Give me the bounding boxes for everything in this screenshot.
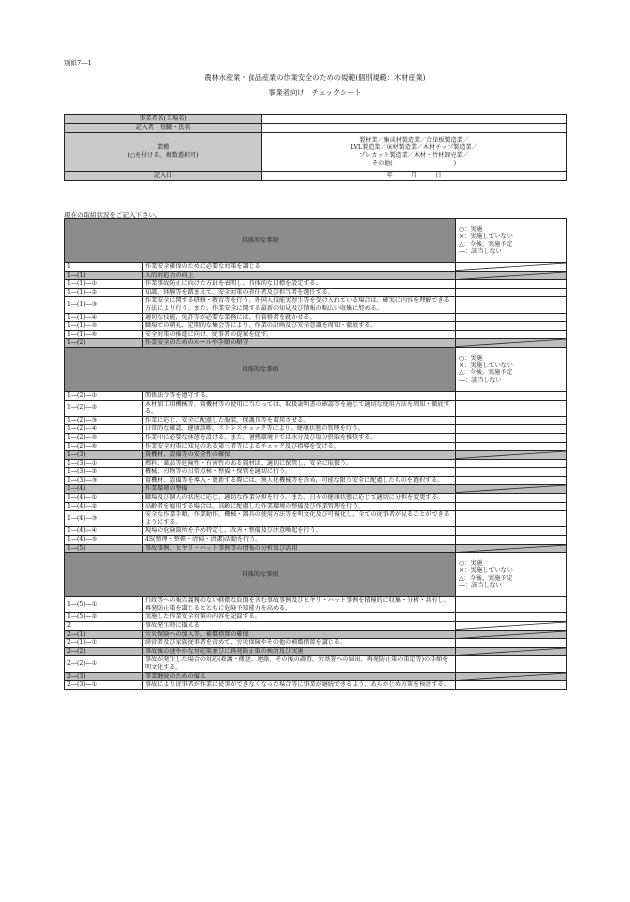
industry-option-line: 製材業／集成材製造業／合単板製造業／ [359,136,469,144]
checklist-item-row [65,416,567,425]
item-number: 1―(2)―③ [65,416,143,425]
item-text: 事故事例、ヒヤリ・ハット事例等の情報の分析及び活用 [143,544,456,553]
info-table [64,114,567,181]
document-id: 別紙7―1 [64,59,92,67]
item-text: 作業安全に関する研修・教育等を行う。外国人技能実習生等を受け入れている場合は、確実に内容を理解できる方法により行う。また、作業安全に関する最新の知見及び情報の幅広い収集に努める。 [143,297,456,313]
legend-item: ―：該当しない [459,582,502,590]
section-slash-cell [456,263,567,272]
item-text: 知識、経験等を踏まえて、安全対策の責任者及び担当者を選任する。 [143,288,456,297]
legend-item: ○：実施 [459,354,483,362]
industry-label-line: 業種 [156,144,170,152]
checklist-item-row [65,468,567,477]
checklist-item-row [65,476,567,485]
item-text: 事故後の速やかな対応策並びに再発防止策の検討及び実施 [143,647,456,656]
header-label: 具体的な事項 [65,219,456,263]
section-slash-cell [456,647,567,656]
company-field[interactable] [262,115,567,124]
status-legend [456,553,567,597]
item-text: 人的対応力の向上 [143,271,456,280]
item-text: 4S(整理・整頓・清掃・清潔)活動を行う。 [143,536,456,545]
checklist-header-row [65,219,567,263]
date-label: 記入日 [65,172,262,181]
item-number: 1―(3)―② [65,468,143,477]
checklist-section-row [65,271,567,280]
item-number: 2―(3) [65,672,143,681]
item-number: 1―(2)―② [65,400,143,416]
item-number: 1―(2)―① [65,391,143,400]
status-check-cell[interactable] [456,391,567,400]
checklist-item-row [65,536,567,545]
checklist-item-row [65,297,567,313]
status-check-cell[interactable] [456,433,567,442]
item-text: 現場の危険箇所を予め特定し、改善・整備及び注意喚起を行う。 [143,527,456,536]
item-text: 作業環境の整備 [143,485,456,494]
legend-item: ○：実施 [459,225,483,233]
checklist-section-row [65,485,567,494]
item-text: 安全な作業手順、作業動作、機械・器具の使用方法等を明文化及び可視化し、全ての従事者が見ることができるようにする。 [143,511,456,527]
status-check-cell[interactable] [456,502,567,511]
checklist-item-row [65,391,567,400]
status-legend [456,219,567,263]
checklist-item-row [65,613,567,622]
status-check-cell[interactable] [456,330,567,339]
checklist-section-row [65,647,567,656]
checklist-item-row [65,527,567,536]
item-text: 木材加工用機械等、資機材等の使用に当たっては、取扱説明書の確認等を通じて適切な使用方法を周知・徹底する。 [143,400,456,416]
status-check-cell[interactable] [456,639,567,648]
item-text: 関係法令等を遵守する。 [143,391,456,400]
legend-item: ×：実施していない [459,233,513,241]
item-number: 1―(3) [65,451,143,460]
industry-options[interactable] [262,133,567,172]
item-number: 1―(5) [65,544,143,553]
checklist-item-row [65,459,567,468]
item-text: 作業安全対策に知見のある第三者等によるチェック及び指導を受ける。 [143,442,456,451]
section-slash-cell [456,672,567,681]
item-number: 2―(1)―① [65,639,143,648]
status-check-cell[interactable] [456,442,567,451]
status-check-cell[interactable] [456,400,567,416]
industry-option-line: プレカット製造業／木材・竹材卸売業／ [359,152,469,159]
legend-item: △：今後、実施予定 [459,240,513,248]
not-applicable-slash [456,485,566,493]
item-number: 1―(4)―④ [65,527,143,536]
item-text: 作業中に必要な休憩を設ける。また、暑熱環境下では水分及び塩分摂取を推奨する。 [143,433,456,442]
section-slash-cell [456,630,567,639]
company-label: 事業者名(工場名) [65,115,262,124]
status-check-cell[interactable] [456,494,567,503]
item-text: 実施した作業安全対策の内容を記録する。 [143,613,456,622]
industry-label-note: (○を付ける。複数選択可) [127,152,199,159]
status-check-cell[interactable] [456,416,567,425]
not-applicable-slash [456,545,566,553]
item-number: 1 [65,263,143,272]
item-text: 経営者及び家族従事者を含めて、労災保険やその他の補償措置を講じる。 [143,639,456,648]
status-check-cell[interactable] [456,681,567,690]
legend-item: △：今後、実施予定 [459,369,513,377]
not-applicable-slash [456,263,566,271]
item-number: 1―(4)―① [65,494,143,503]
checklist-item-row [65,330,567,339]
not-applicable-slash [456,339,566,347]
not-applicable-slash [456,451,566,459]
item-number: 2―(3)―① [65,681,143,690]
legend-item: ×：実施していない [459,567,513,575]
item-number: 1―(1) [65,271,143,280]
item-number: 2―(2) [65,647,143,656]
status-check-cell[interactable] [456,322,567,331]
section-slash-cell [456,451,567,460]
item-text: 行政等への報告義務のない軽微な負傷を含む事故事例及びヒヤリ・ハット事例を積極的に収集・分析・共有し、再発防止策を講じるとともに危険予知能力を高める。 [143,597,456,613]
not-applicable-slash [456,648,566,656]
checklist-item-row [65,502,567,511]
checklist-item-row [65,494,567,503]
status-check-cell[interactable] [456,527,567,536]
item-number: 2 [65,622,143,631]
status-check-cell[interactable] [456,459,567,468]
checklist-section-row [65,672,567,681]
item-number: 1―(3)―① [65,459,143,468]
checklist-header-row [65,347,567,391]
item-text: 作業安全のためのルールや手順の順守 [143,339,456,348]
item-number: 1―(1)―③ [65,297,143,313]
item-text: 労災保険への加入等、補償措置の確保 [143,630,456,639]
industry-option-line: LVL製造業／床材製造業／木材チップ製造業／ [350,144,478,152]
document-subtitle: 事業者向け チェックシート [268,88,362,97]
checklist-item-row [65,442,567,451]
item-text: 職場での朝礼、定期的な集会等により、作業の計画及び安全意識を周知・徹底する。 [143,322,456,331]
legend-item: ×：実施していない [459,362,513,370]
checklist-item-row [65,425,567,434]
item-text: 事故により従事者が作業に従事ができなくなった場合等に事業が継続できるよう、あらかじめ方策を検討する。 [143,681,456,690]
status-check-cell[interactable] [456,468,567,477]
item-number: 1―(2) [65,339,143,348]
item-number: 1―(1)―④ [65,313,143,322]
header-label: 具体的な事項 [65,347,456,391]
writer-label: 記入者 役職・氏名 [65,124,262,133]
legend-item: △：今後、実施予定 [459,574,513,582]
item-text: 高齢者を雇用する場合は、高齢に配慮した作業環境の整備及び作業管理を行う。 [143,502,456,511]
item-number: 1―(3)―③ [65,476,143,485]
section-slash-cell [456,485,567,494]
status-legend [456,347,567,391]
checklist-header-row [65,553,567,597]
industry-option-line: その他( ) [372,159,456,167]
checklist-item-row [65,313,567,322]
item-text: 作業安全確保のために必要な対策を講じる [143,263,456,272]
industry-label [65,133,262,172]
item-number: 1―(2)―④ [65,425,143,434]
checklist-item-row [65,597,567,613]
item-text: 日常的な確認、健康診断、ストレスチェック等により、健康状態の管理を行う。 [143,425,456,434]
status-check-cell[interactable] [456,288,567,297]
not-applicable-slash [456,631,566,639]
checklist-section-row [65,622,567,631]
checklist-section-row [65,339,567,348]
checklist-item-row [65,288,567,297]
item-text: 作業事故防止に向けた方針を表明し、具体的な目標を設定する。 [143,280,456,289]
item-number: 1―(5)―① [65,597,143,613]
item-text: 職場及び個人の状況に応じ、適切な作業分担を行う。また、日々の健康状態に応じて適切に分担を変更する。 [143,494,456,503]
item-text: 資機材、設備等の安全性の確保 [143,451,456,460]
checklist-section-row [65,263,567,272]
not-applicable-slash [456,272,566,280]
item-text: 機械、刃物等の日常点検・整備・保管を適切に行う。 [143,468,456,477]
checklist-item-row [65,639,567,648]
status-check-cell[interactable] [456,313,567,322]
item-number: 1―(1)―⑤ [65,322,143,331]
checklist-item-row [65,433,567,442]
checklist-section-row [65,451,567,460]
checklist-item-row [65,280,567,289]
item-number: 1―(1)―① [65,280,143,289]
status-check-cell[interactable] [456,656,567,672]
section-slash-cell [456,622,567,631]
item-number: 1―(4)―⑤ [65,536,143,545]
item-number: 2―(2)―① [65,656,143,672]
checklist-table [64,218,567,690]
legend-item: ○：実施 [459,559,483,567]
item-number: 1―(1)―② [65,288,143,297]
item-text: 燃料、薬品等危険性・有害性のある資材は、適切に保管し、安全に取扱う。 [143,459,456,468]
status-check-cell[interactable] [456,476,567,485]
checklist-item-row [65,322,567,331]
section-slash-cell [456,544,567,553]
status-check-cell[interactable] [456,597,567,613]
status-check-cell[interactable] [456,280,567,289]
item-number: 1―(4) [65,485,143,494]
item-text: 適切な技能、免許等が必要な業務には、有資格者を就かせる。 [143,313,456,322]
item-text: 作業に応じ、安全に配慮した服装、保護具等を着用させる。 [143,416,456,425]
item-text: 事故が発生した場合の対応(救護・搬送、連絡、その後の調査、労基署への届出、再発防止策の策定等)の手順を明文化する。 [143,656,456,672]
legend-item: ―：該当しない [459,247,502,255]
checklist-item-row [65,681,567,690]
section-slash-cell [456,271,567,280]
date-field[interactable]: 年 月 日 [262,172,567,181]
status-check-cell[interactable] [456,536,567,545]
item-number: 1―(5)―② [65,613,143,622]
not-applicable-slash [456,673,566,681]
item-text: 事業継続のための備え [143,672,456,681]
item-text: 資機材、設備等を導入・更新する際には、無人化機械等を含め、可能な限り安全に配慮したものを選択する。 [143,476,456,485]
item-number: 1―(2)―⑥ [65,442,143,451]
item-number: 2―(1) [65,630,143,639]
instruction-text: 現在の取組状況をご記入下さい。 [64,211,162,219]
item-text: 安全対策の推進に向け、従事者の提案を促す。 [143,330,456,339]
checklist-item-row [65,656,567,672]
item-text: 事故発生時に備える [143,622,456,631]
writer-field[interactable] [262,124,567,133]
item-number: 1―(2)―⑤ [65,433,143,442]
not-applicable-slash [456,622,566,630]
item-number: 1―(4)―③ [65,511,143,527]
checklist-section-row [65,544,567,553]
header-label: 具体的な事項 [65,553,456,597]
item-number: 1―(4)―② [65,502,143,511]
status-check-cell[interactable] [456,613,567,622]
checklist-item-row [65,400,567,416]
section-slash-cell [456,339,567,348]
status-check-cell[interactable] [456,511,567,527]
legend-item: ―：該当しない [459,376,502,384]
status-check-cell[interactable] [456,425,567,434]
item-number: 1―(1)―⑥ [65,330,143,339]
checklist-section-row [65,630,567,639]
document-title: 農林水産業・食品産業の作業安全のための規範(個別規範：木材産業) [204,73,426,82]
status-check-cell[interactable] [456,297,567,313]
checklist-item-row [65,511,567,527]
